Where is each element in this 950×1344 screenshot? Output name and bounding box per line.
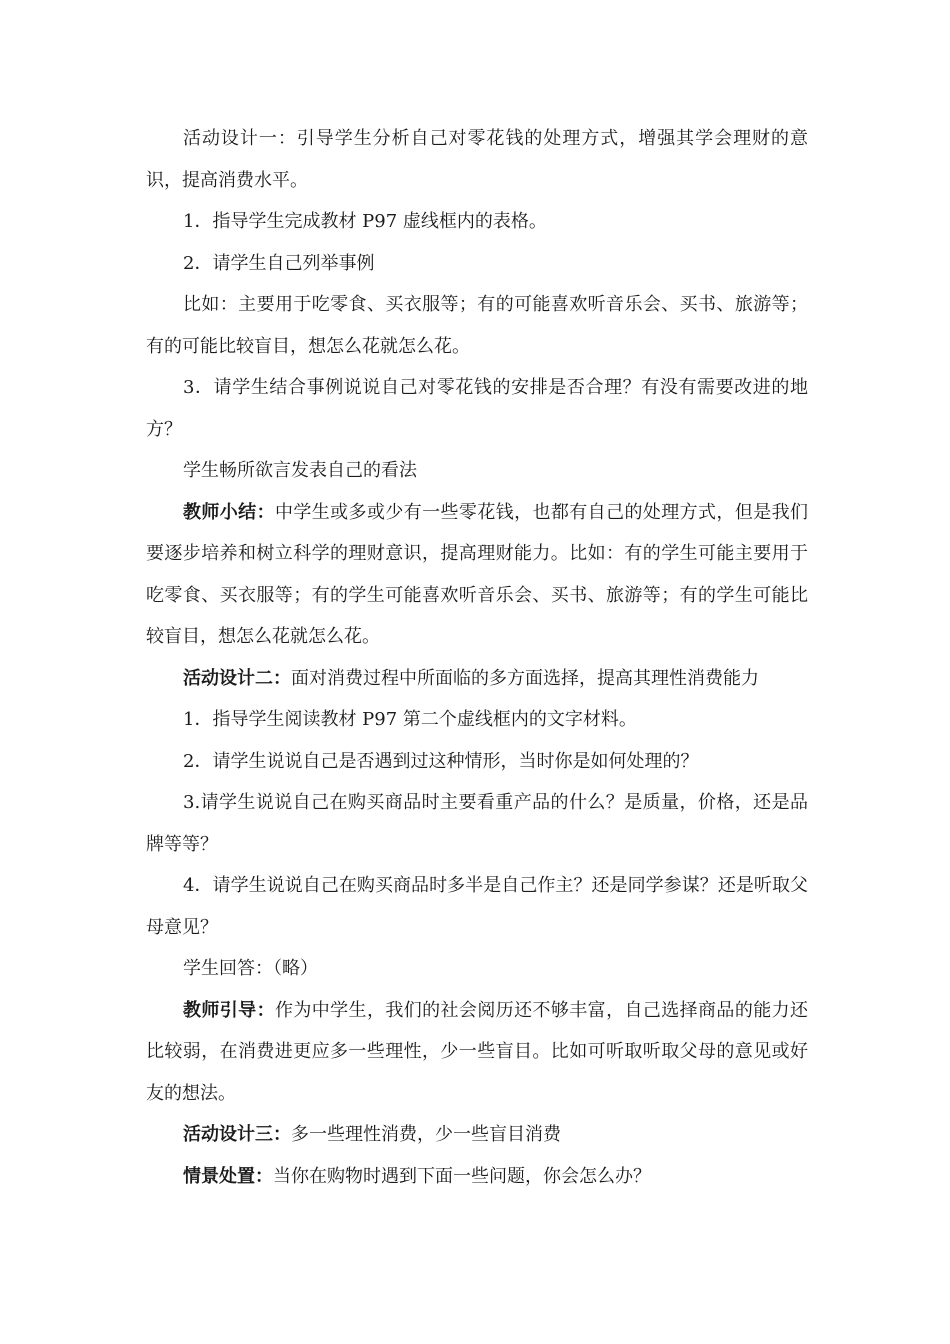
paragraph-activity-three xyxy=(146,1114,808,1156)
paragraph-lead: 情景处置： xyxy=(183,1165,273,1187)
paragraph-text: 比如：主要用于吃零食、买衣服等；有的可能喜欢听音乐会、买书、旅游等；有的可能比较盲目，想怎么花就怎么花。 xyxy=(146,294,808,357)
paragraph-lead: 教师引导： xyxy=(183,999,275,1021)
paragraph-step-2 xyxy=(146,243,808,285)
paragraph-activity-two xyxy=(146,658,808,700)
paragraph-text: 学生回答：（略） xyxy=(183,958,318,979)
paragraph-text: 学生畅所欲言发表自己的看法 xyxy=(183,460,417,481)
paragraph-text: 作为中学生，我们的社会阅历还不够丰富，自己选择商品的能力还比较弱，在消费进更应多一些理性，少一些盲目。比如可听取听取父母的意见或好友的想法。 xyxy=(146,999,809,1104)
paragraph-text: 活动设计一：引导学生分析自己对零花钱的处理方式，增强其学会理财的意识，提高消费水平。 xyxy=(146,128,808,191)
paragraph-step-4b xyxy=(146,865,808,948)
paragraph-text: 3．请学生结合事例说说自己对零花钱的安排是否合理？有没有需要改进的地方？ xyxy=(146,377,808,440)
paragraph-scenario xyxy=(146,1156,808,1198)
paragraph-text: 面对消费过程中所面临的多方面选择，提高其理性消费能力 xyxy=(291,667,759,689)
paragraph-lead: 教师小结： xyxy=(183,501,275,523)
paragraph-text: 1．指导学生完成教材 P97 虚线框内的表格。 xyxy=(183,211,547,232)
paragraph-text: 当你在购物时遇到下面一些问题，你会怎么办？ xyxy=(273,1165,651,1187)
paragraph-lead: 活动设计二： xyxy=(183,667,291,689)
paragraph-step-2b xyxy=(146,741,808,783)
paragraph-teacher-summary xyxy=(146,492,808,658)
paragraph-step-1b xyxy=(146,699,808,741)
paragraph-student-answer xyxy=(146,948,808,990)
paragraph-student-views xyxy=(146,450,808,492)
paragraph-step-3 xyxy=(146,367,808,450)
paragraph-text: 1．指导学生阅读教材 P97 第二个虚线框内的文字材料。 xyxy=(183,709,637,730)
paragraph-step-3b xyxy=(146,782,808,865)
paragraph-text: 3.请学生说说自己在购买商品时主要看重产品的什么？是质量，价格，还是品牌等等？ xyxy=(146,792,808,855)
paragraph-text: 中学生或多或少有一些零花钱，也都有自己的处理方式，但是我们要逐步培养和树立科学的理财意识，提高理财能力。比如：有的学生可能主要用于吃零食、买衣服等；有的学生可能喜欢听音乐会、买书、旅游等；有的学生可能比较盲目，想怎么花就怎么花。 xyxy=(146,501,809,647)
paragraph-text: 4．请学生说说自己在购买商品时多半是自己作主？还是同学参谋？还是听取父母意见？ xyxy=(146,875,808,938)
paragraph-lead: 活动设计三： xyxy=(183,1124,291,1145)
paragraph-text: 2．请学生说说自己是否遇到过这种情形，当时你是如何处理的？ xyxy=(183,750,699,772)
paragraph-teacher-guidance xyxy=(146,990,808,1115)
document-page xyxy=(146,118,808,1197)
paragraph-example xyxy=(146,284,808,367)
paragraph-step-1 xyxy=(146,201,808,243)
paragraph-activity-one xyxy=(146,118,808,201)
paragraph-text: 2．请学生自己列举事例 xyxy=(183,252,375,274)
paragraph-text: 多一些理性消费，少一些盲目消费 xyxy=(291,1124,561,1145)
